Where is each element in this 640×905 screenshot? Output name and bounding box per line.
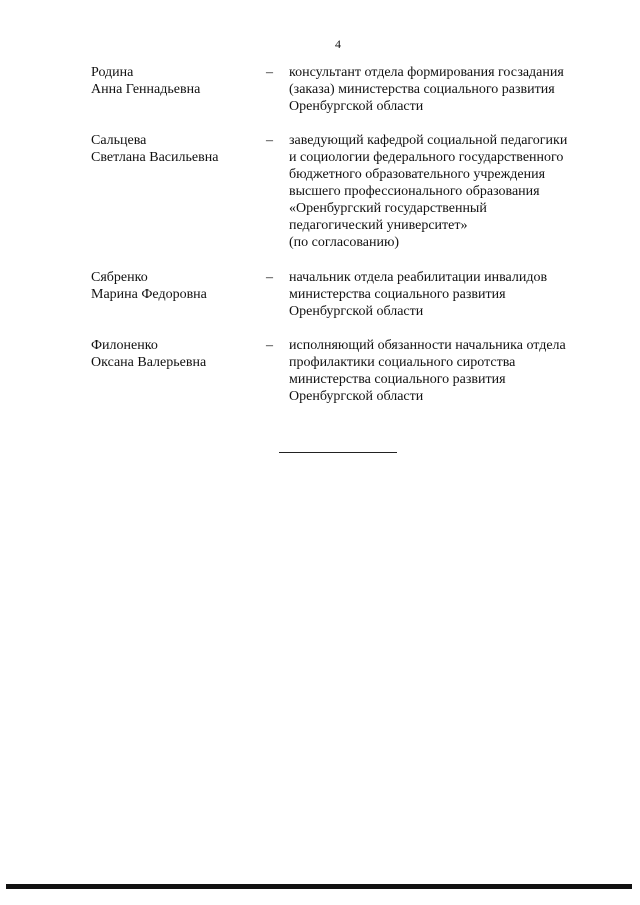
member-name	[91, 337, 261, 371]
member-position-line: педагогический университет»	[289, 218, 468, 233]
member-position-line: Оренбургской области	[289, 389, 424, 404]
member-position-line: исполняющий обязанности начальника отдела	[289, 338, 566, 353]
member-name	[91, 132, 261, 166]
member-position	[289, 269, 609, 320]
member-position-line: Оренбургской области	[289, 99, 424, 114]
member-dash: –	[266, 65, 273, 80]
member-position-line: заведующий кафедрой социальной педагогики	[289, 133, 568, 148]
member-position-line: (заказа) министерства социального развития	[289, 82, 555, 97]
member-position-line: Оренбургской области	[289, 304, 424, 319]
member-surname: Филоненко	[91, 338, 158, 353]
member-position	[289, 132, 609, 251]
member-position-line: (по согласованию)	[289, 235, 400, 250]
member-position-line: «Оренбургский государственный	[289, 201, 487, 216]
member-surname: Сябренко	[91, 270, 148, 285]
member-dash: –	[266, 133, 273, 148]
member-surname: Сальцева	[91, 133, 147, 148]
scan-bottom-edge	[6, 884, 632, 889]
end-of-list-rule	[279, 452, 397, 453]
member-position	[289, 64, 609, 115]
member-position-line: министерства социального развития	[289, 372, 506, 387]
member-position-line: консультант отдела формирования госзадания	[289, 65, 564, 80]
member-name	[91, 64, 261, 98]
member-dash: –	[266, 270, 273, 285]
member-position-line: бюджетного образовательного учреждения	[289, 167, 546, 182]
member-dash: –	[266, 338, 273, 353]
member-position-line: высшего профессионального образования	[289, 184, 540, 199]
member-given-names: Оксана Валерьевна	[91, 355, 207, 370]
member-given-names: Светлана Васильевна	[91, 150, 219, 165]
member-position-line: и социологии федерального государственного	[289, 150, 564, 165]
member-position-line: профилактики социального сиротства	[289, 355, 516, 370]
member-position-line: начальник отдела реабилитации инвалидов	[289, 270, 548, 285]
member-position	[289, 337, 609, 405]
member-surname: Родина	[91, 65, 134, 80]
member-name	[91, 269, 261, 303]
page-number: 4	[335, 37, 341, 51]
member-position-line: министерства социального развития	[289, 287, 506, 302]
member-given-names: Анна Геннадьевна	[91, 82, 201, 97]
member-given-names: Марина Федоровна	[91, 287, 207, 302]
